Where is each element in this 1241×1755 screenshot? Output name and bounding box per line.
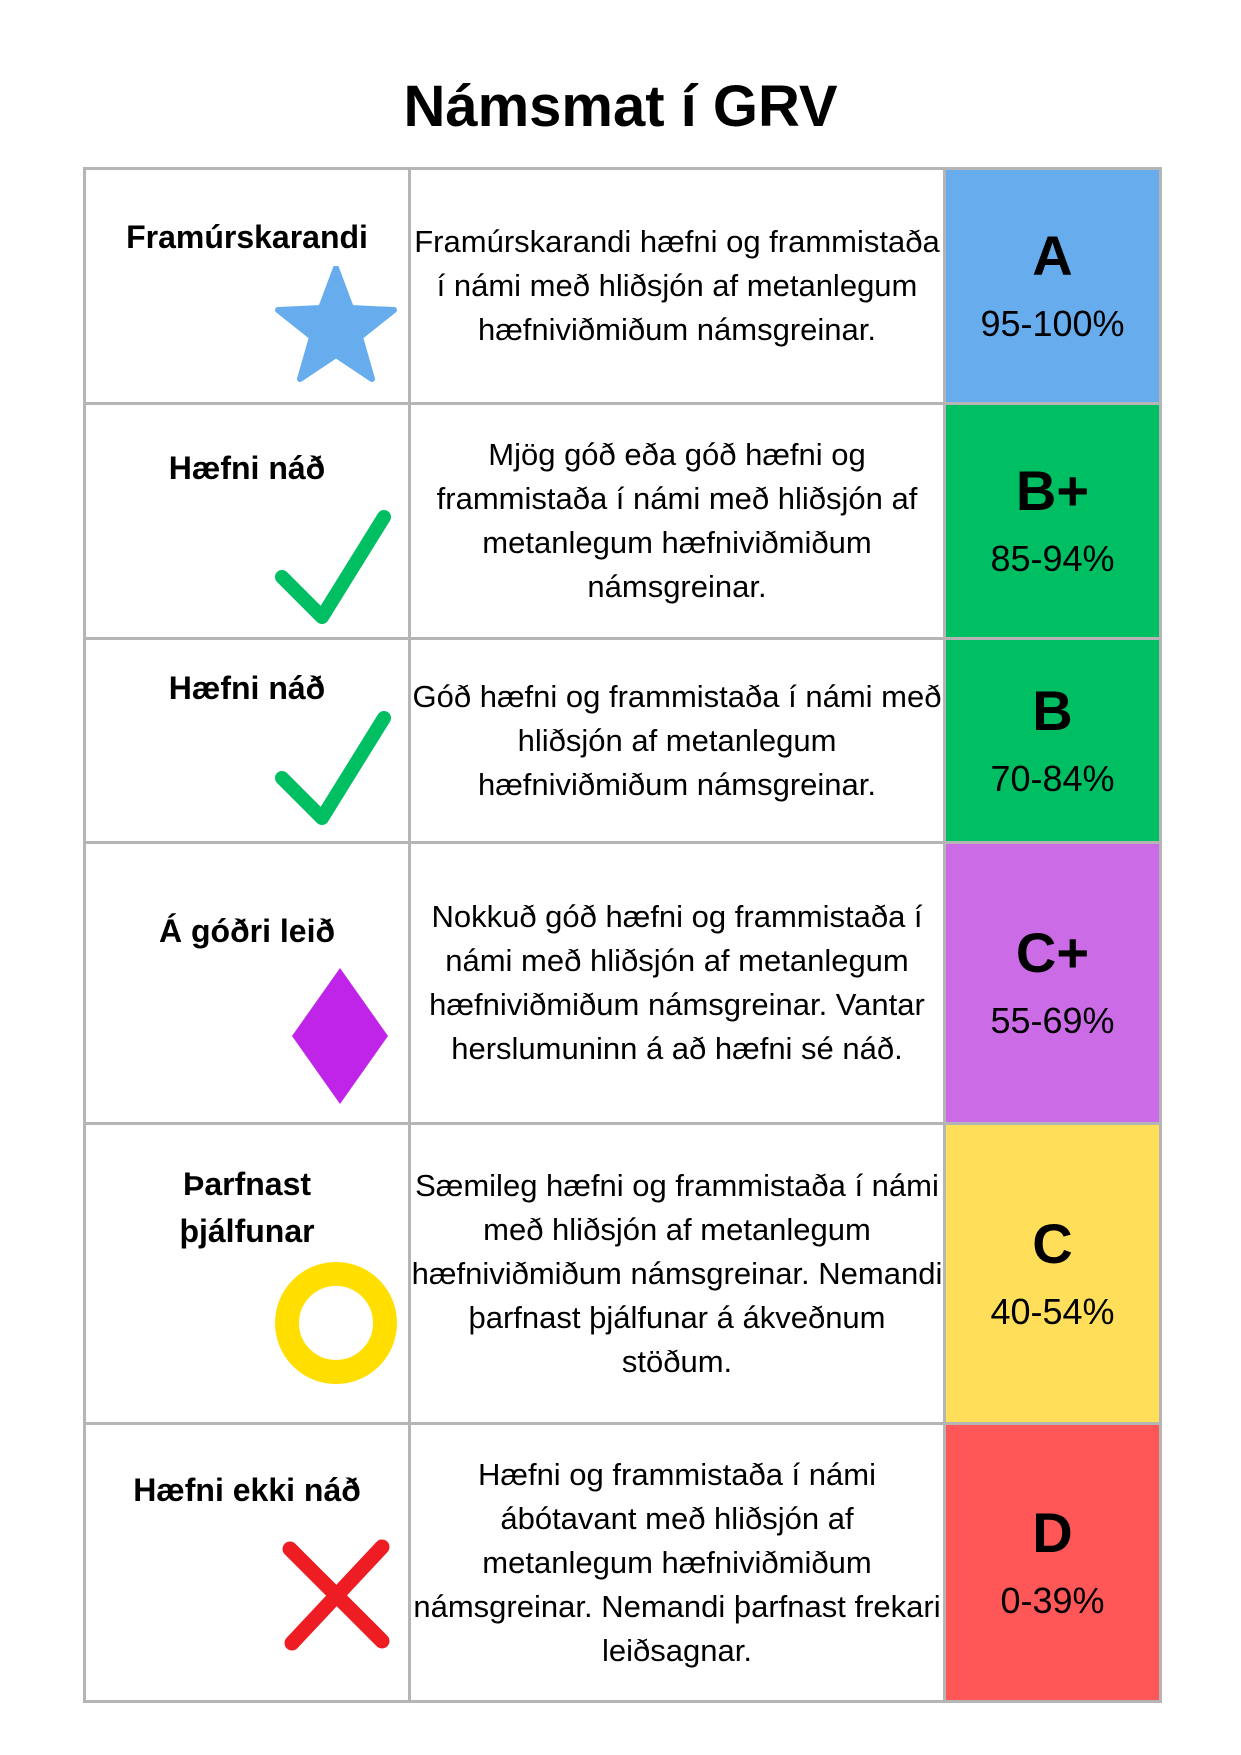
grading-table [83, 167, 1162, 1703]
grade-range: 85-94% [990, 538, 1115, 579]
grade-cell [945, 1424, 1161, 1702]
level-cell [85, 843, 410, 1124]
page-title: Námsmat í GRV [403, 74, 838, 139]
star-icon [274, 266, 398, 384]
grade-cell [945, 639, 1161, 843]
diamond-icon [290, 966, 390, 1106]
grade-range: 70-84% [990, 757, 1115, 799]
checkmark-icon [272, 710, 392, 830]
level-label: Hæfni ekki náð [133, 1472, 361, 1508]
description-cell: Nokkuð góð hæfni og frammistaða í námi með hliðsjón af metanlegum hæfniviðmiðum námsgreinar. Vantar herslumuninn á að hæfni sé náð. [410, 843, 945, 1124]
x-icon [280, 1539, 392, 1651]
grade-row [85, 169, 1161, 404]
grade-row [85, 404, 1161, 639]
grade-letter: C [1032, 1211, 1073, 1275]
grade-range: 55-69% [990, 1000, 1115, 1041]
grade-letter: D [1032, 1500, 1073, 1564]
grade-range: 95-100% [980, 303, 1125, 344]
level-label: Hæfni náð [168, 450, 326, 486]
description-cell: Sæmileg hæfni og frammistaða í námi með hliðsjón af metanlegum hæfniviðmiðum námsgreinar. Nemandi þarfnast þjálfunar á ákveðnum stöðum. [410, 1124, 945, 1424]
grade-range: 40-54% [990, 1290, 1115, 1332]
description-cell: Framúrskarandi hæfni og frammistaða í námi með hliðsjón af metanlegum hæfniviðmiðum námsgreinar. [410, 169, 945, 404]
grade-row [85, 1124, 1161, 1424]
level-cell [85, 1124, 410, 1424]
grade-letter: A [1032, 224, 1073, 287]
level-cell [85, 1424, 410, 1702]
checkmark-icon [272, 509, 392, 629]
grade-row [85, 843, 1161, 1124]
ring-icon [274, 1261, 398, 1385]
level-label: Þarfnast þjálfunar [179, 1166, 315, 1249]
level-cell [85, 639, 410, 843]
grade-letter: B [1032, 678, 1073, 742]
grade-letter: C+ [1015, 921, 1090, 984]
level-cell [85, 404, 410, 639]
description-cell: Góð hæfni og frammistaða í námi með hliðsjón af metanlegum hæfniviðmiðum námsgreinar. [410, 639, 945, 843]
grade-row [85, 1424, 1161, 1702]
grade-cell [945, 843, 1161, 1124]
level-label: Hæfni náð [168, 670, 326, 706]
grade-cell [945, 404, 1161, 639]
grade-cell [945, 169, 1161, 404]
description-cell: Mjög góð eða góð hæfni og frammistaða í námi með hliðsjón af metanlegum hæfniviðmiðum námsgreinar. [410, 404, 945, 639]
description-cell: Hæfni og frammistaða í námi ábótavant með hliðsjón af metanlegum hæfniviðmiðum námsgreinar. Nemandi þarfnast frekari leiðsagnar. [410, 1424, 945, 1702]
level-label: Framúrskarandi [126, 219, 368, 255]
grade-row [85, 639, 1161, 843]
grade-cell [945, 1124, 1161, 1424]
grade-letter: B+ [1015, 459, 1090, 522]
level-cell [85, 169, 410, 404]
level-label: Á góðri leið [159, 913, 335, 949]
grade-range: 0-39% [1000, 1579, 1105, 1621]
